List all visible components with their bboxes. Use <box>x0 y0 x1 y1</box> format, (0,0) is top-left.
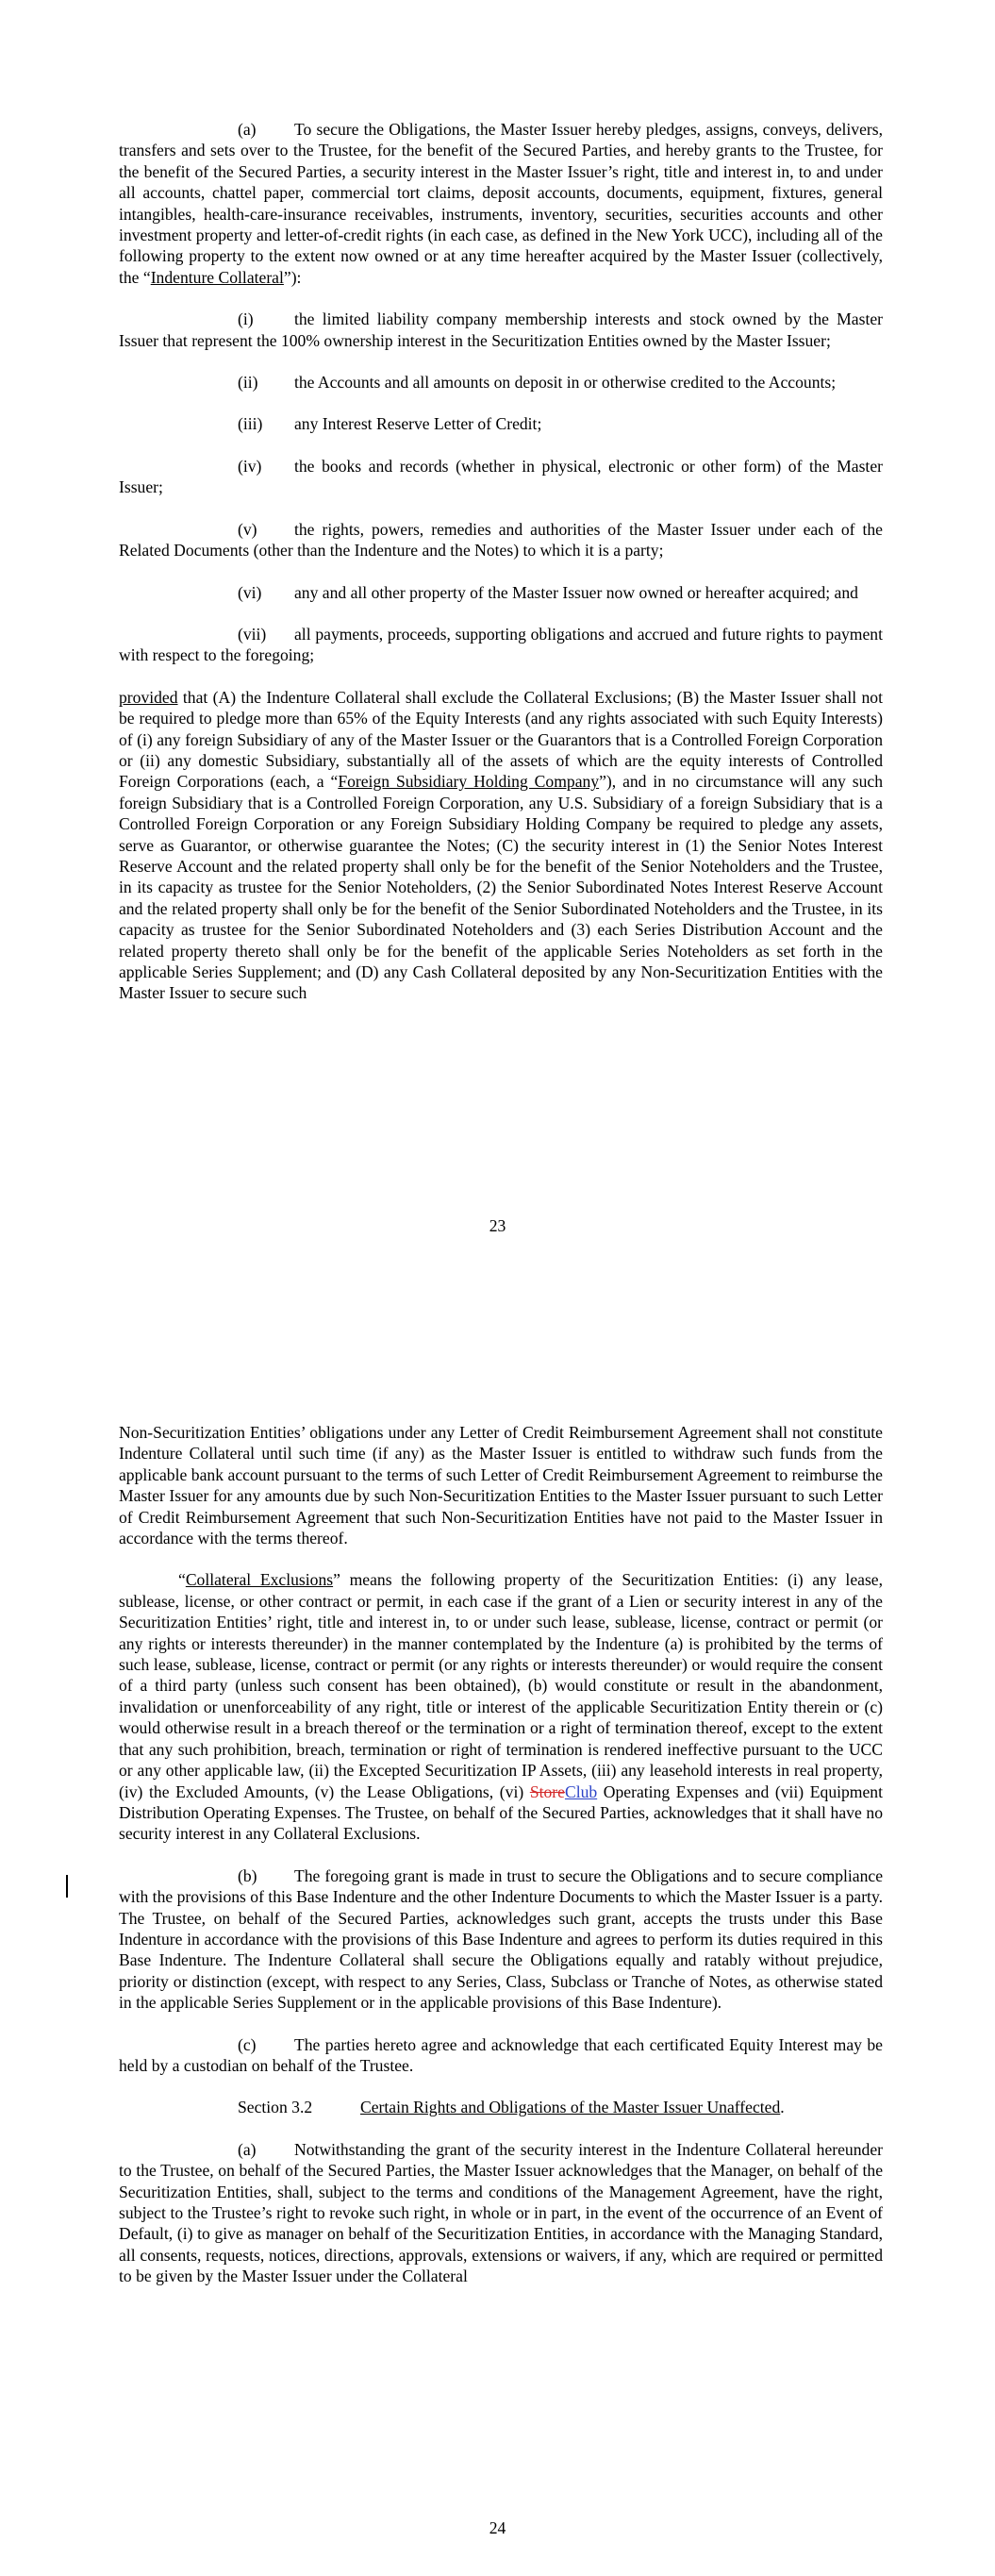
revision-change-bar <box>66 1875 68 1898</box>
item-iv <box>119 456 883 498</box>
definition-text-end: Operating Expenses and (vii) Equipment Distribution Operating Expenses. The Trustee, on behalf of the Secured Parties, acknowledges that it shall have no security interest in any Collateral Exclusions. <box>119 1781 883 1844</box>
item-iii <box>119 413 883 434</box>
page-24 <box>0 1288 995 2576</box>
item-text: any and all other property of the Master Issuer now owned or hereafter acquired; and <box>294 582 858 602</box>
item-text: the books and records (whether in physical, electronic or other form) of the Master Issuer; <box>119 456 883 497</box>
item-vii <box>119 624 883 666</box>
item-text: the Accounts and all amounts on deposit in or otherwise credited to the Accounts; <box>294 373 837 393</box>
open-quote: “ <box>178 1570 186 1590</box>
section-3-2-heading <box>119 2097 883 2117</box>
item-text: the rights, powers, remedies and authorities of the Master Issuer under each of the Related Documents (other than the Indenture and the Notes) to which it is a party; <box>119 519 883 560</box>
item-label: (iv) <box>238 456 262 476</box>
proviso-paragraph <box>119 687 883 1004</box>
proviso-text-end: ”), and in no circumstance will any such foreign Subsidiary that is a Controlled Foreign Corporation, any U.S. Subsidiary of a foreign Subsidiary that is a Controlled Foreign Corporation or any Foreign Subsidiary Holding Company be required to pledge any assets, serve as Guarantor, or otherwise guarantee the Notes; (C) the security interest in (1) the Senior Notes Interest Reserve Account and the related property shall only be for the benefit of the Senior Noteholders and the Trustee, in its capacity as trustee for the Senior Noteholders, (2) the Senior Subordinated Notes Interest Reserve Account and the related property shall only be for the benefit of the Senior Subordinated Noteholders and the Trustee, in its capacity as trustee for the Senior Subordinated Noteholders and (3) each Series Distribution Account and the related property thereto shall only be for the benefit of the applicable Series Noteholders as set forth in the applicable Series Supplement; and (D) any Cash Collateral deposited by any Non-Securitization Entities with the Master Issuer to secure such <box>119 772 883 1003</box>
item-i <box>119 309 883 351</box>
item-label: (vi) <box>238 582 262 602</box>
item-label: (vii) <box>238 624 267 644</box>
page-number: 24 <box>489 2518 506 2537</box>
item-label: (v) <box>238 519 257 539</box>
section-title: Certain Rights and Obligations of the Master Issuer Unaffected <box>360 2098 781 2117</box>
paragraph-b <box>119 1865 883 2014</box>
defined-term-collateral-exclusions: Collateral Exclusions <box>185 1570 334 1590</box>
item-v <box>119 519 883 561</box>
item-label: (ii) <box>238 373 258 393</box>
deleted-text: Store <box>529 1781 565 1801</box>
paragraph-c-text: The parties hereto agree and acknowledge that each certificated Equity Interest may be held by a custodian on behalf of the Trustee. <box>119 2034 883 2075</box>
definition-text: ” means the following property of the Securitization Entities: (i) any lease, sublease, license, or other contract or permit, in each case if the grant of a Lien or security interest in any of the Securitization Entities’ right, title and interest in, to or under such lease, sublease, license, contract or permit (or any rights or interests thereunder) in the manner contemplated by the Indenture (a) is prohibited by the terms of such lease, sublease, license, contract or permit (or any rights or interests thereunder) or would require the consent of a third party (unless such consent has been obtained), (b) would constitute or result in the abandonment, invalidation or unenforceability of any right, title or interest of the applicable Securitization Entity therein or (c) would otherwise result in a breach thereof or the termination or a right of termination thereof, except to the extent that any such prohibition, breach, termination or right of termination is rendered ineffective pursuant to the UCC or any other applicable law, (ii) the Excepted Securitization IP Assets, (iii) any leasehold interests in real property, (iv) the Excluded Amounts, (v) the Lease Obligations, (vi) <box>119 1570 883 1801</box>
proviso-text: that (A) the Indenture Collateral shall exclude the Collateral Exclusions; (B) the Master Issuer shall not be required to pledge more than 65% of the Equity Interests (and any rights associated with such Equity Interests) of (i) any foreign Subsidiary of any of the Master Issuer or the Guarantors that is a Controlled Foreign Corporation or (ii) any domestic Subsidiary, substantially all of the assets of which are the equity interests of Controlled Foreign Corporations (each, a “ <box>119 687 883 792</box>
paragraph-a-text-end: ”): <box>283 267 302 287</box>
paragraph-label: (a) <box>238 2139 257 2159</box>
page-24-body <box>119 1422 883 2308</box>
inserted-text: Club <box>564 1781 598 1801</box>
item-vi <box>119 582 883 603</box>
paragraph-a-label: (a) <box>238 120 257 139</box>
item-label: (iii) <box>238 414 263 434</box>
page-23-body <box>119 119 883 1025</box>
item-label: (i) <box>238 309 254 329</box>
item-text: any Interest Reserve Letter of Credit; <box>294 414 542 434</box>
paragraph-a-text: To secure the Obligations, the Master Issuer hereby pledges, assigns, conveys, delivers, transfers and sets over to the Trustee, for the benefit of the Secured Parties, and hereby grants to the Trustee, for the benefit of the Secured Parties, a security interest in the Master Issuer’s right, title and interest in, to and under all accounts, chattel paper, commercial tort claims, deposit accounts, documents, equipment, fixtures, general intangibles, health-care-insurance receivables, instruments, inventory, securities, securities accounts and other investment property and letter-of-credit rights (in each case, as defined in the New York UCC), including all of the following property to the extent now owned or at any time hereafter acquired by the Master Issuer (collectively, the “ <box>119 120 883 287</box>
section-period: . <box>780 2098 785 2117</box>
section-3-2-paragraph-a <box>119 2139 883 2287</box>
page-number: 23 <box>489 1216 506 1235</box>
proviso-word: provided <box>119 687 178 707</box>
continuation-paragraph: Non-Securitization Entities’ obligations under any Letter of Credit Reimbursement Agreement shall not constitute Indenture Collateral until such time (if any) as the Master Issuer is entitled to withdraw such funds from the applicable bank account pursuant to the terms of such Letter of Credit Reimbursement Agreement to reimburse the Master Issuer for any amounts due by such Non-Securitization Entities to the Master Issuer pursuant to such Letter of Credit Reimbursement Agreement that such Non-Securitization Entities have not paid to the Master Issuer in accordance with the terms thereof. <box>119 1423 883 1548</box>
paragraph-b-label: (b) <box>238 1865 257 1885</box>
defined-term-foreign-subsidiary-holding-company: Foreign Subsidiary Holding Company <box>338 772 600 792</box>
paragraph-c <box>119 2034 883 2077</box>
paragraph-a-security-grant <box>119 119 883 288</box>
paragraph-c-label: (c) <box>238 2034 257 2054</box>
paragraph-text: Notwithstanding the grant of the security interest in the Indenture Collateral hereunder to the Trustee, on behalf of the Secured Parties, the Master Issuer acknowledges that the Manager, on behalf of the Securitization Entities, shall, subject to the terms and conditions of the Management Agreement, have the right, subject to the Trustee’s right to revoke such right, in whole or in part, in the event of the occurrence of an Event of Default, (i) to give as manager on behalf of the Securitization Entities, in accordance with the Managing Standard, all consents, requests, notices, directions, approvals, extensions or waivers, if any, which are required or permitted to be given by the Master Issuer under the Collateral <box>119 2139 883 2286</box>
defined-term-indenture-collateral: Indenture Collateral <box>150 267 284 287</box>
item-text: the limited liability company membership interests and stock owned by the Master Issuer that represent the 100% ownership interest in the Securitization Entities owned by the Master Issuer; <box>119 309 883 350</box>
item-ii <box>119 372 883 393</box>
item-text: all payments, proceeds, supporting obligations and accrued and future rights to payment with respect to the foregoing; <box>119 624 883 665</box>
section-number: Section 3.2 <box>238 2098 313 2117</box>
paragraph-b-text: The foregoing grant is made in trust to secure the Obligations and to secure compliance with the provisions of this Base Indenture and the other Indenture Documents to which the Master Issuer is a party. The Trustee, on behalf of the Secured Parties, acknowledges such grant, accepts the trusts under this Base Indenture in accordance with the provisions of this Base Indenture and agrees to perform its duties required in this Base Indenture. The Indenture Collateral shall secure the Obligations equally and ratably without prejudice, priority or distinction (except, with respect to any Series, Class, Subclass or Tranche of Notes, as otherwise stated in the applicable Series Supplement or in the applicable provisions of this Base Indenture). <box>119 1865 883 2013</box>
collateral-exclusions-definition <box>119 1569 883 1844</box>
